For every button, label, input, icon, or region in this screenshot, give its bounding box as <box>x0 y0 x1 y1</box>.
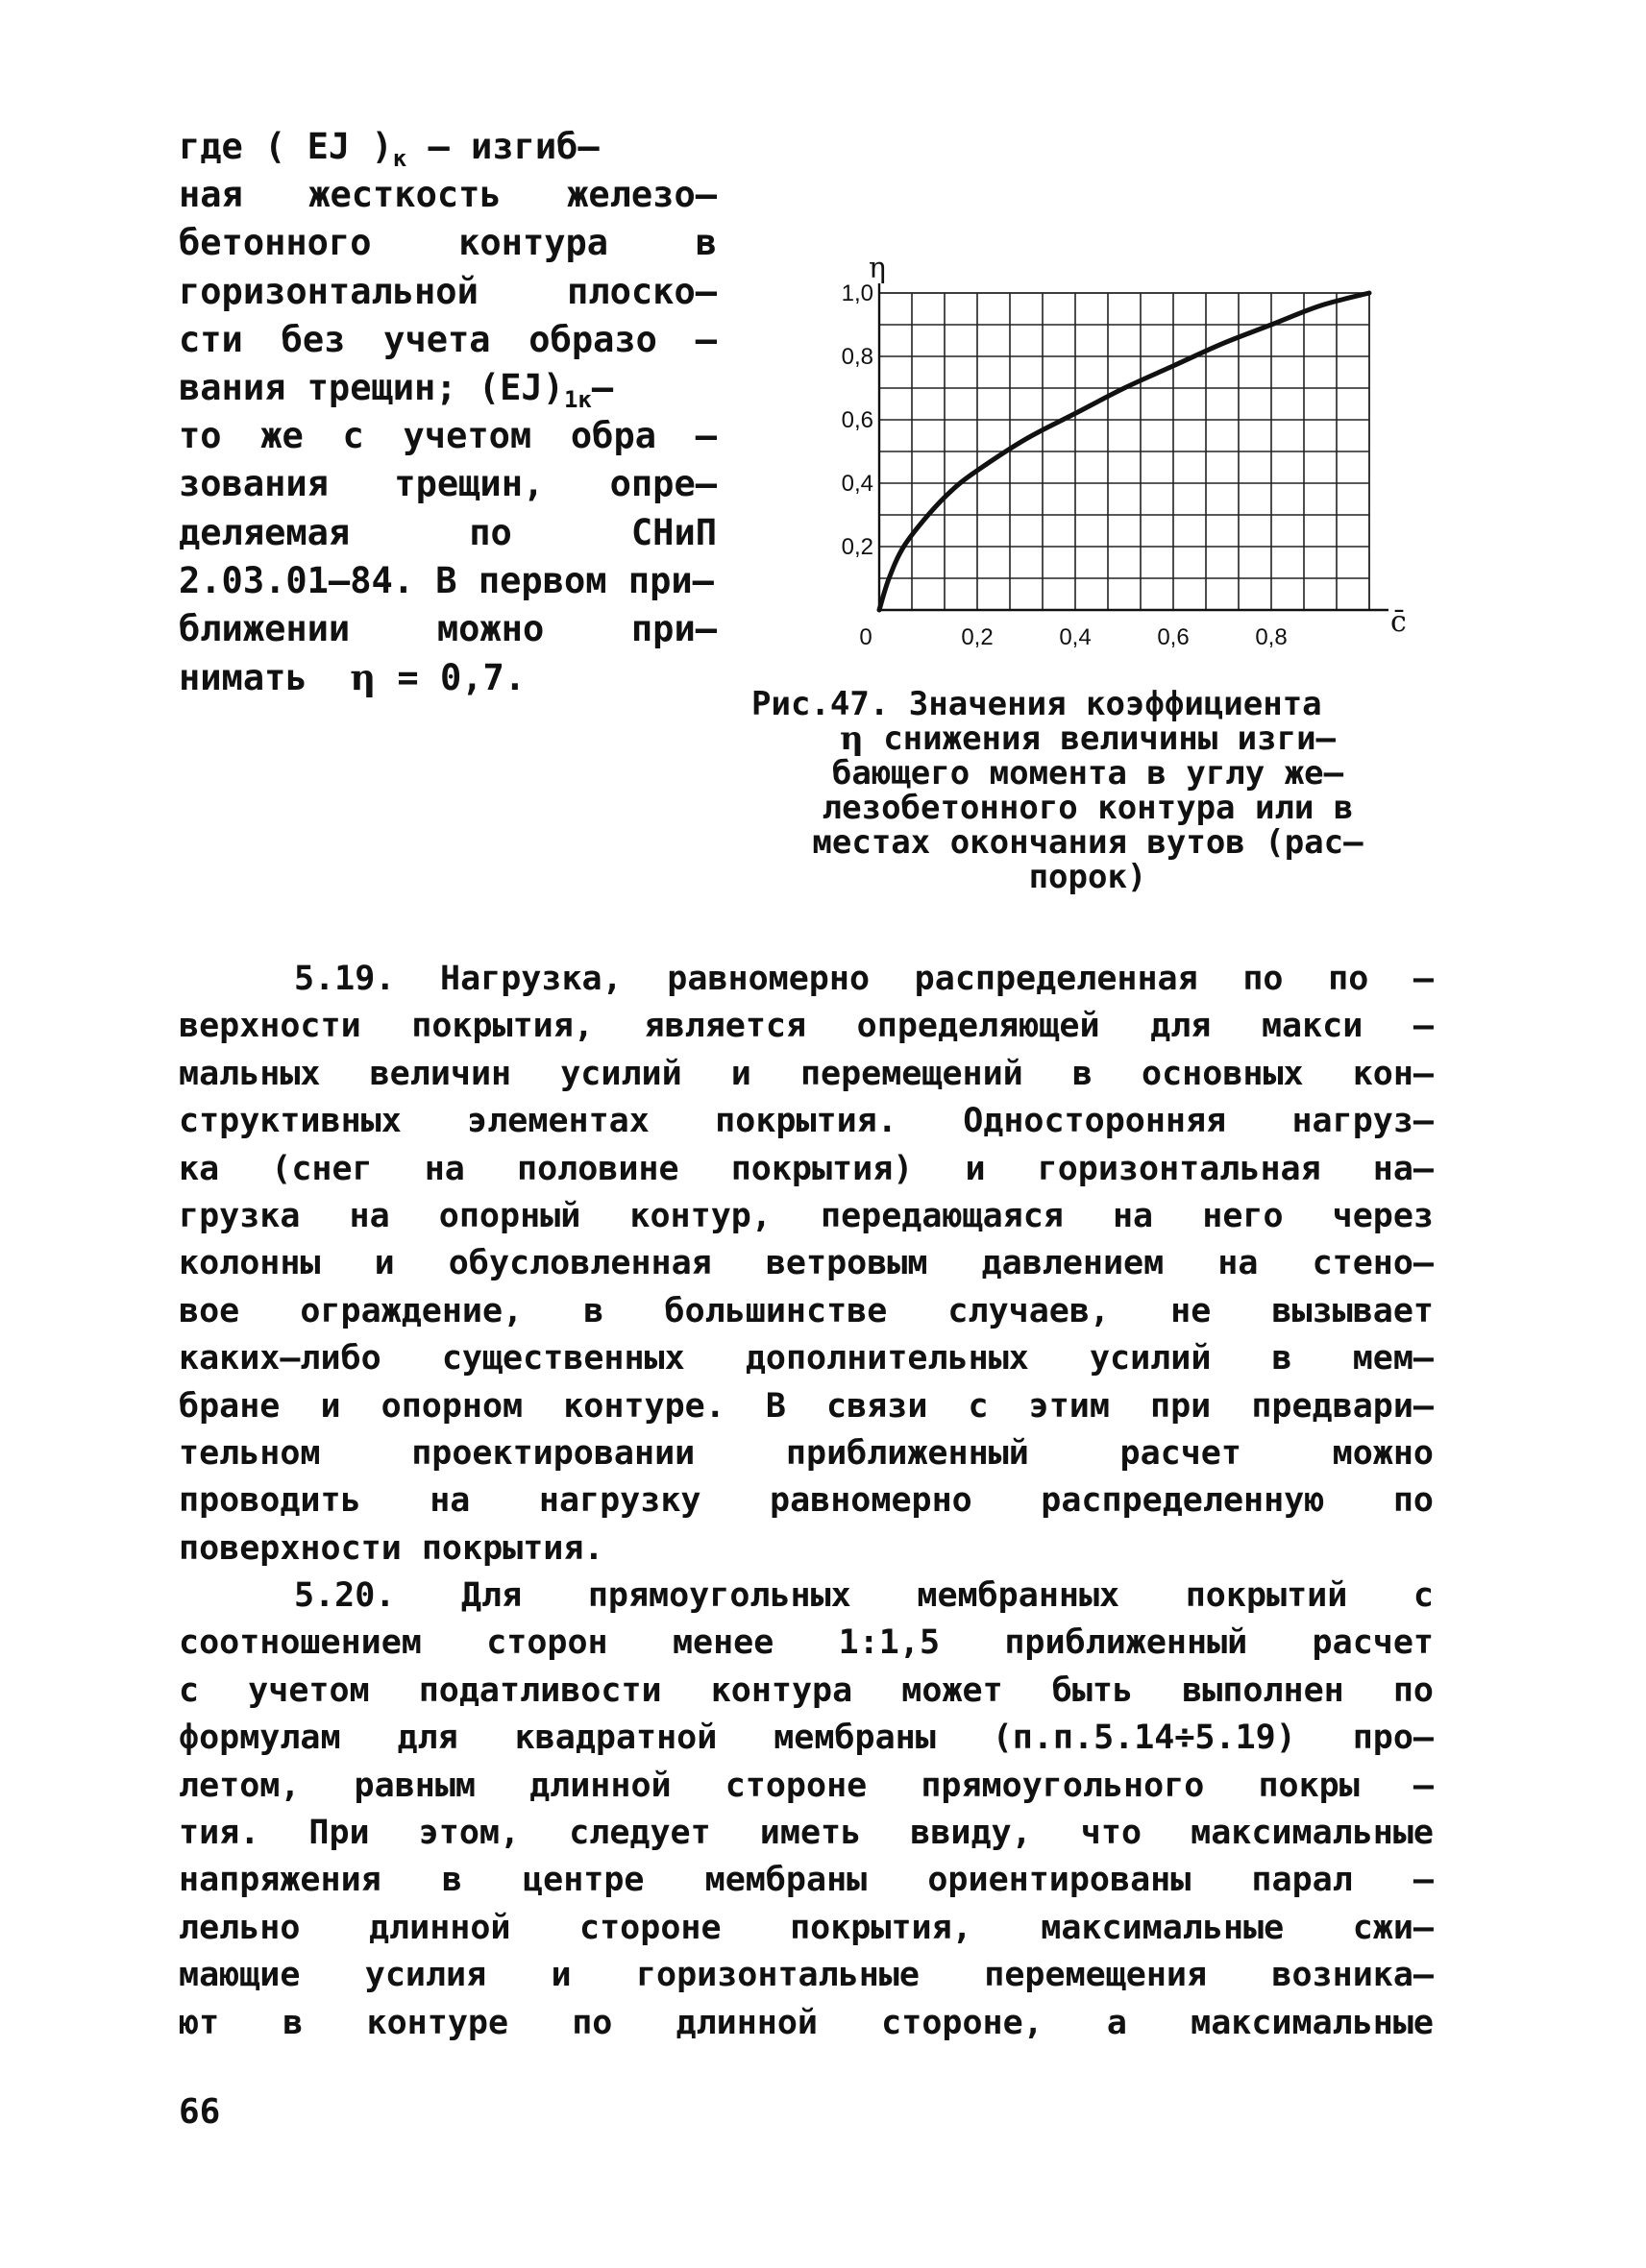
x-tick-label: 0,8 <box>1255 624 1288 650</box>
x-tick-label: 0 <box>859 624 872 650</box>
side-line: бетонного контура в <box>179 222 717 264</box>
paragraph-5-20 <box>179 1573 1434 2047</box>
body-line: тельном проектировании приближенный расчет можно <box>179 1433 1434 1473</box>
body-line: мающие усилия и горизонтальные перемещения возника– <box>179 1956 1434 1995</box>
subscript: к <box>392 145 407 172</box>
side-line: где ( EJ )$_к$ – изгиб– <box>179 126 600 172</box>
body-line: колонны и обусловленная ветровым давлением на стено– <box>179 1244 1434 1283</box>
caption-line: бающего момента в углу же– <box>831 754 1344 793</box>
body-line: структивных элементах покрытия. Односторонняя нагруз– <box>179 1102 1434 1141</box>
side-line: ная жесткость железо– <box>179 174 717 216</box>
y-axis-title: η <box>869 252 886 285</box>
caption-line: η снижения величины изги– <box>839 719 1337 758</box>
caption-label: Рис.47. <box>751 685 890 723</box>
caption-line: порок) <box>1028 858 1147 896</box>
y-tick-label: 0,2 <box>841 534 873 560</box>
body-line: проводить на нагрузку равномерно распределенную по <box>179 1481 1434 1521</box>
body-line: верхности покрытия, является определяющей для макси – <box>179 1007 1434 1046</box>
side-line: нимать η = 0,7. <box>179 656 527 699</box>
x-tick-label: 0,4 <box>1059 624 1092 650</box>
body-line: лельно длинной стороне покрытия, максимальные сжи– <box>179 1908 1434 1947</box>
side-line: то же с учетом обра – <box>179 415 717 457</box>
subscript: 1к <box>563 385 592 413</box>
x-tick-label: 0,2 <box>961 624 994 650</box>
side-line: ближении можно при– <box>179 607 717 649</box>
y-tick-label: 0,8 <box>841 344 873 370</box>
x-axis-title: c̄ <box>1390 605 1407 639</box>
side-text-block <box>179 123 717 701</box>
y-tick-label: 0,4 <box>841 471 873 497</box>
caption-line: Рис.47. Значения коэффициента <box>751 685 1322 723</box>
body-line: ка (снег на половине покрытия) и горизонтальная на– <box>179 1149 1434 1188</box>
body-line: вое ограждение, в большинстве случаев, не вызывает <box>179 1291 1434 1330</box>
side-line: зования трещин, опре– <box>179 463 717 505</box>
x-tick-label: 0,6 <box>1157 624 1190 650</box>
side-line: 2.03.01–84. В первом при– <box>179 559 714 601</box>
body-line: мальных величин усилий и перемещений в основных кон– <box>179 1054 1434 1093</box>
body-line: соотношением сторон менее 1:1,5 приближенный расчет <box>179 1623 1434 1663</box>
figure-47 <box>826 245 1461 648</box>
side-line: горизонтальной плоско– <box>179 270 717 312</box>
body-line: бране и опорном контуре. В связи с этим при предвари– <box>179 1386 1434 1426</box>
body-line: летом, равным длинной стороне прямоугольного покры – <box>179 1766 1434 1805</box>
body-line: поверхности покрытия. <box>179 1528 604 1568</box>
body-line: 5.19. Нагрузка, равномерно распределенная по по – <box>294 960 1434 998</box>
side-line: вания трещин; $(EJ)_{1к}-$ <box>179 366 614 413</box>
eta-symbol: η <box>839 719 864 758</box>
body-line: 5.20. Для прямоугольных мембранных покрытий с <box>294 1576 1434 1616</box>
body-line: каких–либо существенных дополнительных усилий в мем– <box>179 1339 1434 1378</box>
side-line: сти без учета образо – <box>179 318 717 360</box>
side-line: деляемая по СНиП <box>179 511 717 553</box>
body-text <box>179 956 1434 2047</box>
body-line: тия. При этом, следует иметь ввиду, что максимальные <box>179 1814 1434 1853</box>
page-number: 66 <box>179 2092 221 2132</box>
body-line: напряжения в центре мембраны ориентированы парал – <box>179 1861 1434 1900</box>
caption-line: лезобетонного контура или в <box>822 789 1354 827</box>
body-line: с учетом податливости контура может быть выполнен по <box>179 1671 1434 1710</box>
body-line: формулам для квадратной мембраны (п.п.5.14÷5.19) про– <box>179 1719 1434 1758</box>
figure-caption <box>751 687 1424 894</box>
y-tick-label: 1,0 <box>841 280 873 306</box>
caption-line: местах окончания вутов (рас– <box>812 823 1363 862</box>
paragraph-5-19 <box>179 956 1434 1573</box>
body-line: ют в контуре по длинной стороне, а максимальные <box>179 2003 1434 2042</box>
y-tick-label: 0,6 <box>841 407 873 433</box>
body-line: грузка на опорный контур, передающаяся на него через <box>179 1196 1434 1235</box>
eta-chart <box>826 245 1461 648</box>
eta-symbol: η <box>350 656 377 699</box>
